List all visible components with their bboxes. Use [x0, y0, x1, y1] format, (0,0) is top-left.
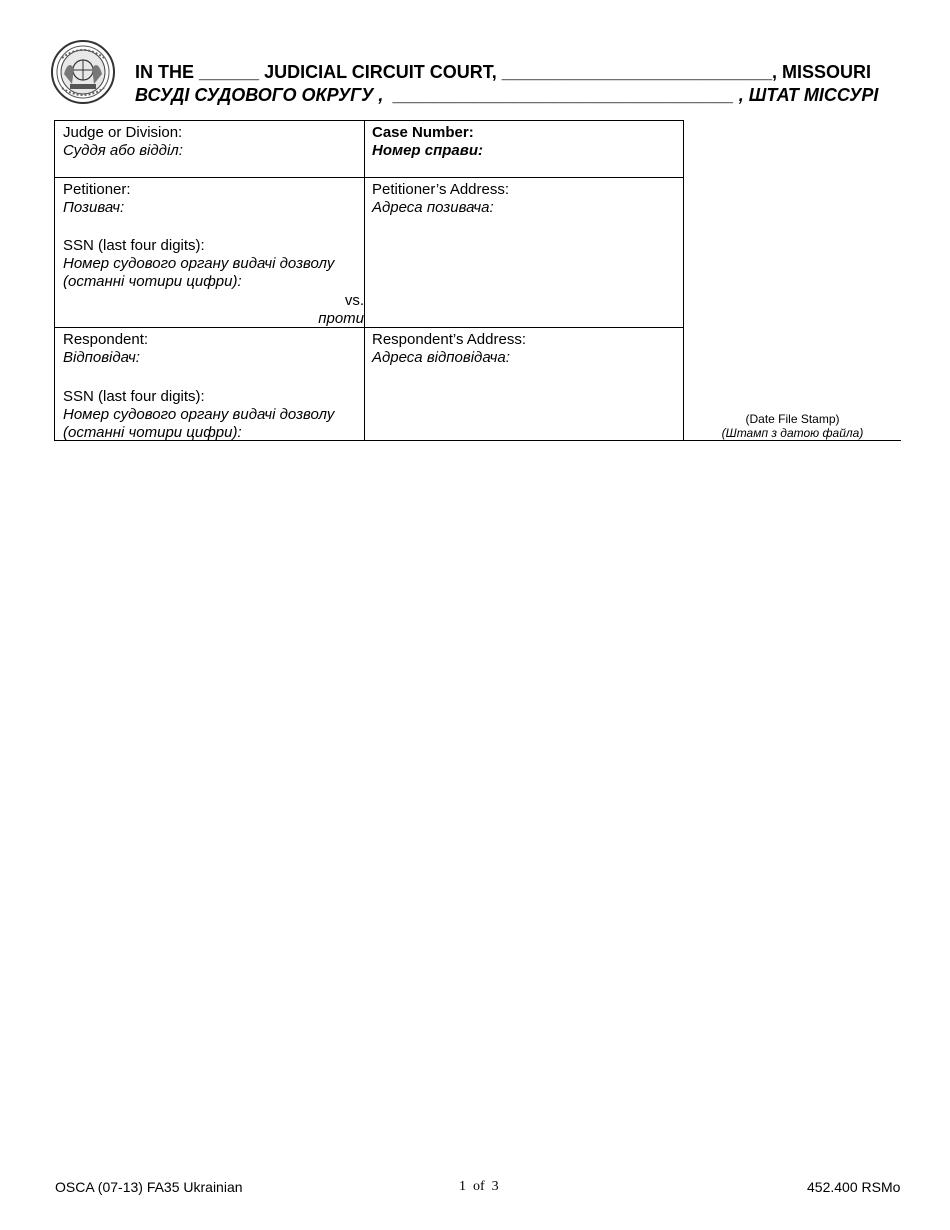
respondent-ssn-label-ua-2: (останні чотири цифри): [63, 424, 242, 441]
court-heading-en: IN THE ______ JUDICIAL CIRCUIT COURT, ___________________________, MISSOURI [135, 62, 872, 82]
respondent-ssn-label-ua: Номер судового органу видачі дозволу [63, 406, 335, 423]
row-divider [55, 177, 683, 178]
row-divider [55, 327, 683, 328]
petitioner-ssn-label-ua: Номер судового органу видачі дозволу [63, 255, 335, 272]
case-number-label-ua: Номер справи: [372, 142, 483, 159]
statute-footer: 452.400 RSMo [807, 1179, 901, 1195]
page-number-footer: 1 of 3 [459, 1179, 499, 1194]
case-number-label: Case Number: [372, 124, 474, 141]
case-caption-table [54, 120, 684, 441]
missouri-seal-icon [50, 38, 116, 106]
petitioner-ssn-label: SSN (last four digits): [63, 237, 205, 254]
petitioner-label-ua: Позивач: [63, 199, 125, 216]
respondent-address-label: Respondent’s Address: [372, 331, 526, 348]
file-stamp-baseline [684, 440, 901, 441]
versus-label-ua: проти [318, 310, 364, 327]
court-heading-ua: ВСУДІ СУДОВОГО ОКРУГУ , __________________________________ , ШТАТ МІССУРІ [135, 85, 879, 105]
petitioner-address-label: Petitioner’s Address: [372, 181, 510, 198]
column-divider [364, 121, 365, 440]
petitioner-label: Petitioner: [63, 181, 131, 198]
file-stamp-label-ua: (Штамп з датою файла) [721, 426, 864, 440]
versus-label: vs. [344, 292, 364, 309]
judge-division-label-ua: Суддя або відділ: [63, 142, 183, 159]
judge-division-label: Judge or Division: [63, 124, 183, 141]
file-stamp-label: (Date File Stamp) [745, 412, 840, 426]
petitioner-ssn-label-ua-2: (останні чотири цифри): [63, 273, 242, 290]
respondent-address-label-ua: Адреса відповідача: [372, 349, 510, 366]
respondent-label: Respondent: [63, 331, 149, 348]
form-id-footer: OSCA (07-13) FA35 Ukrainian [55, 1179, 243, 1195]
petitioner-address-label-ua: Адреса позивача: [372, 199, 494, 216]
respondent-label-ua: Відповідач: [63, 349, 140, 366]
respondent-ssn-label: SSN (last four digits): [63, 388, 205, 405]
